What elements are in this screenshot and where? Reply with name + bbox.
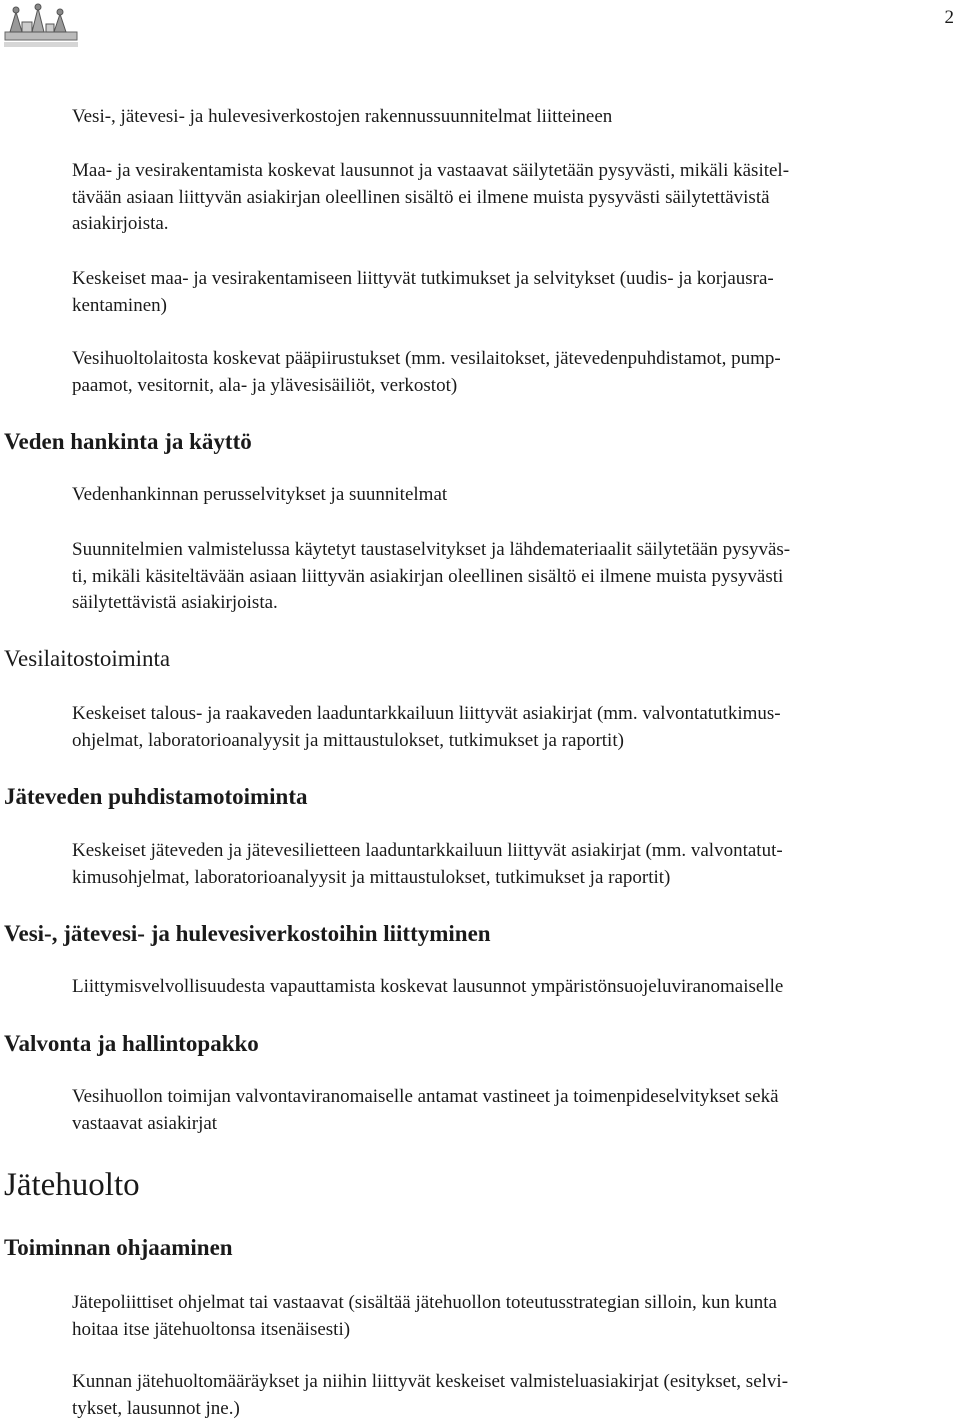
paragraph-tutkimukset: Keskeiset maa- ja vesirakentamiseen liittyvät tutkimukset ja selvitykset (uudis- ja korjausra- kentaminen) <box>72 268 774 316</box>
heading-valvonta: Valvonta ja hallintopakko <box>4 1031 259 1056</box>
paragraph-rakennussuunnitelmat: Vesi-, jätevesi- ja hulevesiverkostojen rakennussuunnitelmat liitteineen <box>72 106 613 127</box>
heading-toiminnan-ohjaaminen: Toiminnan ohjaaminen <box>4 1235 233 1260</box>
page-number: 2 <box>944 7 954 28</box>
paragraph-laaduntarkkailu-jatevesi: Keskeiset jäteveden ja jätevesilietteen laaduntarkkailuun liittyvät asiakirjat (mm. valvontatut- kimusohjelmat, laboratorioanalyysit ja mittaustulokset, tutkimukset ja raportit) <box>72 840 783 888</box>
paragraph-jatepoliittiset-ohjelmat: Jätepoliittiset ohjelmat tai vastaavat (sisältää jätehuollon toteutusstrategian silloin, kun kunta hoitaa itse jätehuoltonsa itsenäisesti) <box>72 1292 777 1340</box>
archive-logo-icon <box>2 2 80 50</box>
heading-veden-hankinta: Veden hankinta ja käyttö <box>4 429 252 454</box>
paragraph-perusselvitykset: Vedenhankinnan perusselvitykset ja suunnitelmat <box>72 484 448 505</box>
heading-jateveden-puhdistamo: Jäteveden puhdistamotoiminta <box>4 784 308 809</box>
heading-vesilaitostoiminta: Vesilaitostoiminta <box>4 646 171 671</box>
heading-jatehuolto: Jätehuolto <box>4 1167 140 1203</box>
paragraph-jatehuoltomaaraykset: Kunnan jätehuoltomääräykset ja niihin liittyvät keskeiset valmisteluasiakirjat (esitykset, selvi- tykset, lausunnot jne.) <box>72 1371 789 1419</box>
paragraph-taustaselvitykset: Suunnitelmien valmistelussa käytetyt taustaselvitykset ja lähdemateriaalit säilytetään pysyväs- ti, mikäli käsiteltävään asiaan liittyvän asiakirjan oleellinen sisältö ei ilmene muista pysyvästi säilytettävistä asiakirjoista. <box>72 539 791 613</box>
paragraph-paapiirustukset: Vesihuoltolaitosta koskevat pääpiirustukset (mm. vesilaitokset, jätevedenpuhdistamot, pump- paamot, vesitornit, ala- ja ylävesisäiliöt, verkostot) <box>72 348 781 396</box>
paragraph-vastineet: Vesihuollon toimijan valvontaviranomaiselle antamat vastineet ja toimenpideselvitykset sekä vastaavat asiakirjat <box>72 1086 779 1134</box>
heading-verkostoihin-liittyminen: Vesi-, jätevesi- ja hulevesiverkostoihin liittyminen <box>4 921 491 946</box>
paragraph-laaduntarkkailu-vesi: Keskeiset talous- ja raakaveden laaduntarkkailuun liittyvät asiakirjat (mm. valvontatutkimus- ohjelmat, laboratorioanalyysit ja mittaustulokset, tutkimukset ja raportit) <box>72 703 781 751</box>
paragraph-liittymisvelvollisuus: Liittymisvelvollisuudesta vapauttamista koskevat lausunnot ympäristönsuojeluviranomaiselle <box>72 976 784 997</box>
paragraph-lausunnot: Maa- ja vesirakentamista koskevat lausunnot ja vastaavat säilytetään pysyvästi, mikäli käsitel- tävään asiaan liittyvän asiakirjan oleellinen sisältö ei ilmene muista pysyvästi säilytettävistä asiakirjoista. <box>72 160 790 234</box>
